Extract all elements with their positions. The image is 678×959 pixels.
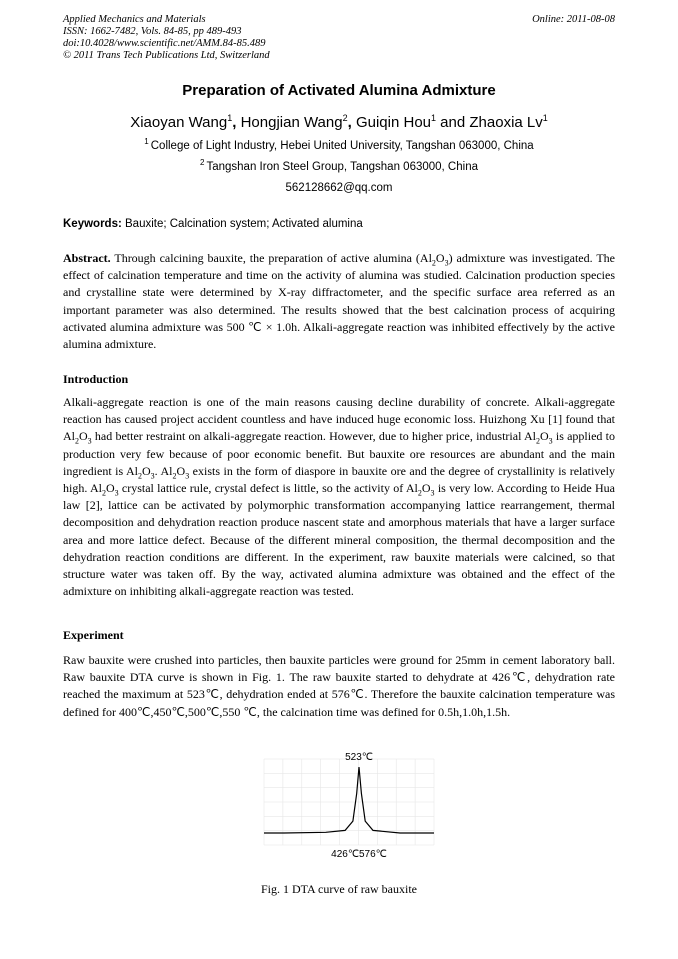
intro-text: O <box>105 481 115 496</box>
author-sep: , <box>347 114 356 131</box>
author-sup: 1 <box>227 113 233 123</box>
author-name: Xiaoyan Wang <box>130 114 228 131</box>
affiliation-sup: 1 <box>144 137 149 147</box>
experiment-text: Raw bauxite were crushed into particles, then bauxite particles were ground for 25mm in cement laboratory ball. Raw bauxite DTA curve is shown in Fig. 1. The raw bauxite started to dehydrate at 426℃, dehydration rate reached the maximum at 523℃, dehydration ended at 576℃. Therefore the bauxite calcination temperature was defined for 400℃,450℃,500℃,550 ℃, the calcination time was defined for 0.5h,1.0h,1.5h. <box>63 653 615 719</box>
author-sup: 1 <box>542 113 548 123</box>
subscript: 3 <box>114 488 119 498</box>
online-date: Online: 2011-08-08 <box>532 14 615 25</box>
section-heading-experiment: Experiment <box>63 628 124 642</box>
affiliation-sup: 2 <box>200 158 205 168</box>
abstract-label: Abstract. <box>63 251 111 265</box>
intro-text: exists in the form of diaspore in bauxite ore and the degree of crystallinity is relatively high. Al <box>63 463 616 496</box>
journal-name: Applied Mechanics and Materials <box>63 14 206 25</box>
affiliation-1 <box>0 137 678 152</box>
subscript: 3 <box>150 471 155 481</box>
affiliation-text: Tangshan Iron Steel Group, Tangshan 063000, China <box>206 161 478 173</box>
authors-line <box>0 114 678 131</box>
subscript: 2 <box>172 471 177 481</box>
abstract <box>63 250 615 353</box>
author-name: Guiqin Hou <box>355 114 431 131</box>
introduction-text <box>63 394 615 600</box>
subscript: 2 <box>138 471 142 481</box>
keywords-text: Bauxite; Calcination system; Activated alumina <box>125 218 363 230</box>
email: 562128662@qq.com <box>285 182 393 194</box>
intro-text: O <box>142 463 151 478</box>
author-sup: 1 <box>431 113 437 123</box>
subscript: 2 <box>417 488 422 498</box>
intro-text: had better restraint on alkali-aggregate reaction. However, due to higher price, industrial Al <box>91 429 536 444</box>
subscript: 3 <box>87 436 92 446</box>
intro-text: Alkali-aggregate reaction is one of the main reasons causing decline durability of concrete. Alkali-aggregate reaction has caused project accident countless and have induced huge economic loss. Huizhong Xu [1] found that Al <box>63 395 615 444</box>
abstract-text: ) admixture was investigated. The effect of calcination temperature and time on the activity of alumina was studied. Calcination production species and crystalline state were determined by X-ray diffractometer, and the specific surface area referred as an important parameter was also determined. The results showed that the best calcination process of acquiring activated alumina admixture was 500 ℃ × 1.0h. Alkali-aggregate reaction was inhibited effectively by the active alumina admixture. <box>63 251 615 352</box>
subscript: 3 <box>430 488 435 498</box>
subscript: 3 <box>444 258 449 268</box>
intro-text: is applied to production very few because of poor economic benefit. But bauxite ore resources are abundant and the main ingredient is Al <box>63 429 615 478</box>
journal-header <box>63 14 615 62</box>
figure-caption: Fig. 1 DTA curve of raw bauxite <box>261 882 417 896</box>
dta-curve-line <box>264 767 434 833</box>
abstract-text: O <box>435 251 445 265</box>
intro-text: O <box>421 481 431 496</box>
subscript: 2 <box>535 436 540 446</box>
author-name: Hongjian Wang <box>240 114 343 131</box>
intro-text: O <box>79 429 88 444</box>
subscript: 2 <box>101 488 106 498</box>
subscript: 3 <box>548 436 553 446</box>
keywords-label: Keywords: <box>63 218 122 230</box>
abstract-text: Through calcining bauxite, the preparation of active alumina (Al <box>114 251 432 265</box>
keywords <box>63 218 363 230</box>
chart-grid <box>264 759 434 845</box>
dta-chart <box>258 745 438 865</box>
doi: doi:10.4028/www.scientific.net/AMM.84-85.489 <box>63 38 266 49</box>
intro-text: is very low. According to Heide Hua law [2], lattice can be activated by polymorphic transformation accompanying lattice rearrangement, thermal decomposition and dehydration reaction produce nascent state and amorphous materials that have a larger surface area and more lattice defect. Because of the different mineral composition, the thermal decomposition and the dehydration reaction conditions are different. In the experiment, raw bauxite materials were calcined, so that structure water was taken off. By the way, activated alumina admixture was obtained and the effect of the admixture on inhibiting alkali-aggregate reaction was tested. <box>63 481 616 599</box>
subscript: 2 <box>75 436 79 446</box>
peak-label: 523℃ <box>345 752 374 763</box>
copyright: © 2011 Trans Tech Publications Ltd, Switzerland <box>63 50 270 61</box>
subscript: 3 <box>185 471 190 481</box>
affiliation-text: College of Light Industry, Hebei United University, Tangshan 063000, China <box>150 140 534 152</box>
author-sep: , <box>232 114 241 131</box>
section-heading-introduction: Introduction <box>63 372 129 386</box>
intro-text: crystal lattice rule, crystal defect is little, so the activity of Al <box>118 481 418 496</box>
start-label: 426℃ <box>331 849 360 860</box>
intro-text: O <box>176 463 186 478</box>
paper-title: Preparation of Activated Alumina Admixture <box>182 82 496 99</box>
subscript: 2 <box>431 258 436 268</box>
intro-text: . Al <box>154 463 173 478</box>
issn: ISSN: 1662-7482, Vols. 84-85, pp 489-493 <box>63 26 242 37</box>
end-label: 576℃ <box>358 849 387 860</box>
author-sep: and <box>436 114 470 131</box>
intro-text: O <box>539 429 549 444</box>
author-sup: 2 <box>342 113 348 123</box>
affiliation-2 <box>0 158 678 173</box>
author-name: Zhaoxia Lv <box>469 114 543 131</box>
